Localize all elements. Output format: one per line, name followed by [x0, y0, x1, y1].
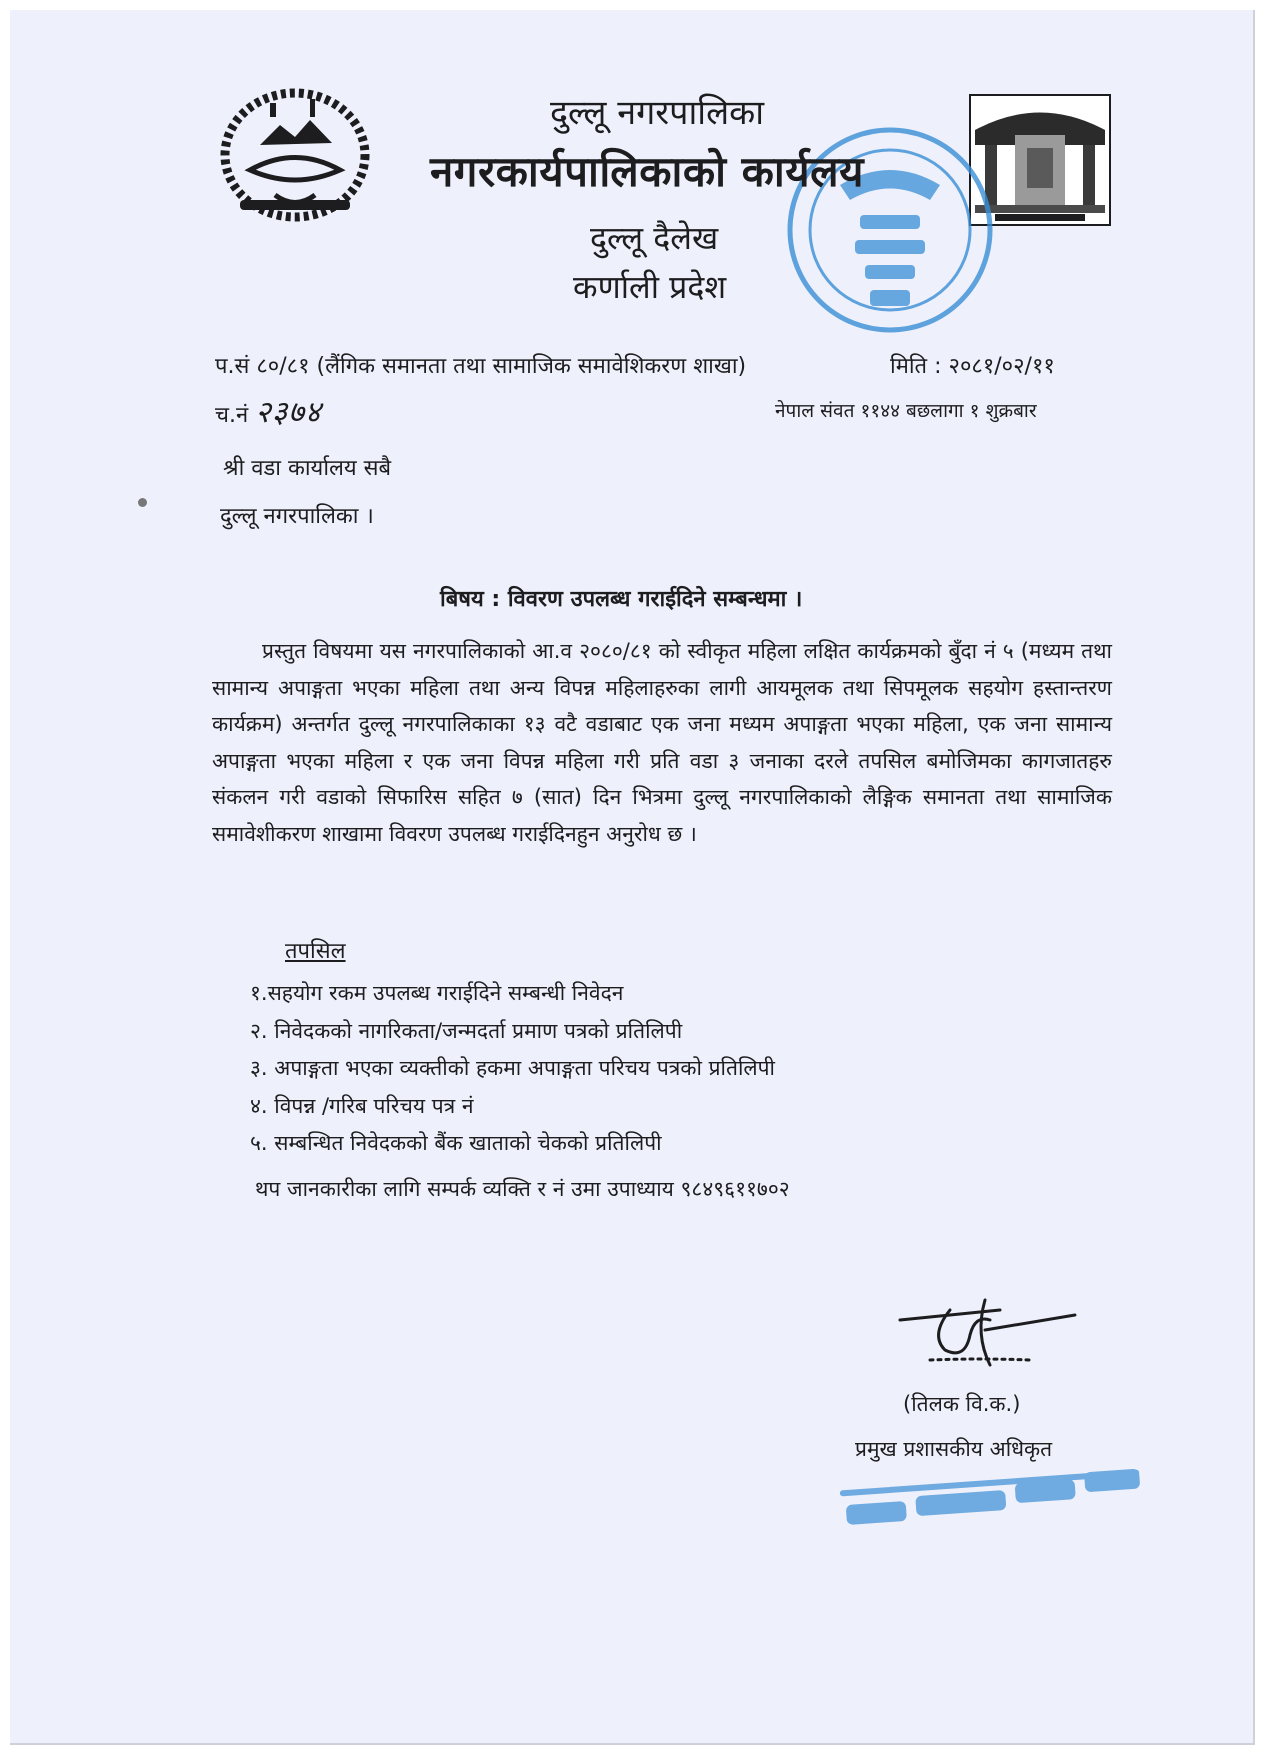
municipality-name: दुल्लू नगरपालिका: [550, 93, 765, 133]
recipient-line-1: श्री वडा कार्यालय सबै: [223, 456, 392, 481]
list-item: ३. अपाङ्गता भएका व्यक्तीको हकमा अपाङ्गता परिचय पत्रको प्रतिलिपी: [250, 1056, 775, 1080]
tapasil-list: [250, 975, 775, 1163]
office-title: नगरकार्यपालिकाको कार्यलय: [430, 147, 864, 196]
punch-mark: [138, 498, 147, 507]
date-label: मिति :: [890, 354, 942, 379]
handwritten-signature: [890, 1280, 1090, 1390]
nepal-emblem-logo: [210, 75, 380, 225]
dispatch-label: च.नं: [215, 403, 249, 428]
date-value: २०८१/०२/११: [948, 354, 1055, 379]
nepal-sambat-date: नेपाल संवत ११४४ बछलागा १ शुक्रबार: [775, 400, 1037, 422]
tapasil-heading: तपसिल: [285, 939, 346, 964]
contact-line: थप जानकारीका लागि सम्पर्क व्यक्ति र नं उमा उपाध्याय ९८४९६११७०२: [255, 1177, 790, 1201]
subject-line: बिषय : विवरण उपलब्ध गराईदिने सम्बन्धमा ।: [440, 587, 803, 612]
dispatch-value: २३७४: [255, 395, 322, 430]
province-name: कर्णाली प्रदेश: [573, 268, 727, 306]
office-place: दुल्लू दैलेख: [590, 219, 719, 257]
list-item: १.सहयोग रकम उपलब्ध गराईदिने सम्बन्धी निवेदन: [250, 981, 624, 1005]
letter-date: [890, 350, 1055, 380]
body-paragraph: प्रस्तुत विषयमा यस नगरपालिकाको आ.व २०८०/८१ को स्वीकृत महिला लक्षित कार्यक्रमको बुँदा नं ५ (मध्यम तथा सामान्य अपाङ्गता भएका महिला तथा अन्य विपन्न महिलाहरुका लागी आयमूलक तथा सिपमूलक सहयोग हस्तान्तरण कार्यक्रम) अन्तर्गत दुल्लू नगरपालिकाका १३ वटै वडाबाट एक जना मध्यम अपाङ्गता भएका महिला, एक जना सामान्य अपाङ्गता भएका महिला र एक जना विपन्न महिला गरी प्रति वडा ३ जनाका दरले तपसिल बमोजिमका कागजातहरु संकलन गरी वडाको सिफारिस सहित ७ (सात) दिन भित्रमा दुल्लू नगरपालिकाको लैङ्गिक समानता तथा सामाजिक समावेशीकरण शाखामा विवरण उपलब्ध गराईदिनहुन अनुरोध छ ।: [212, 639, 1112, 846]
list-item: ४. विपन्न /गरिब परिचय पत्र नं: [250, 1093, 474, 1118]
designation-stamp: [835, 1455, 1155, 1525]
letter-page: [10, 10, 1255, 1745]
recipient-line-2: दुल्लू नगरपालिका ।: [220, 504, 374, 529]
list-item: २. निवेदकको नागरिकता/जन्मदर्ता प्रमाण पत्रको प्रतिलिपी: [250, 1018, 683, 1043]
list-item: ५. सम्बन्धित निवेदकको बैंक खाताको चेकको प्रतिलिपी: [250, 1131, 662, 1155]
reference-number: प.सं ८०/८१ (लैंगिक समानता तथा सामाजिक समावेशिकरण शाखा): [215, 354, 747, 379]
signatory-name: (तिलक वि.क.): [903, 1392, 1021, 1416]
signatory-title: प्रमुख प्रशासकीय अधिकृत: [855, 1437, 1053, 1461]
dispatch-number: [215, 390, 322, 431]
